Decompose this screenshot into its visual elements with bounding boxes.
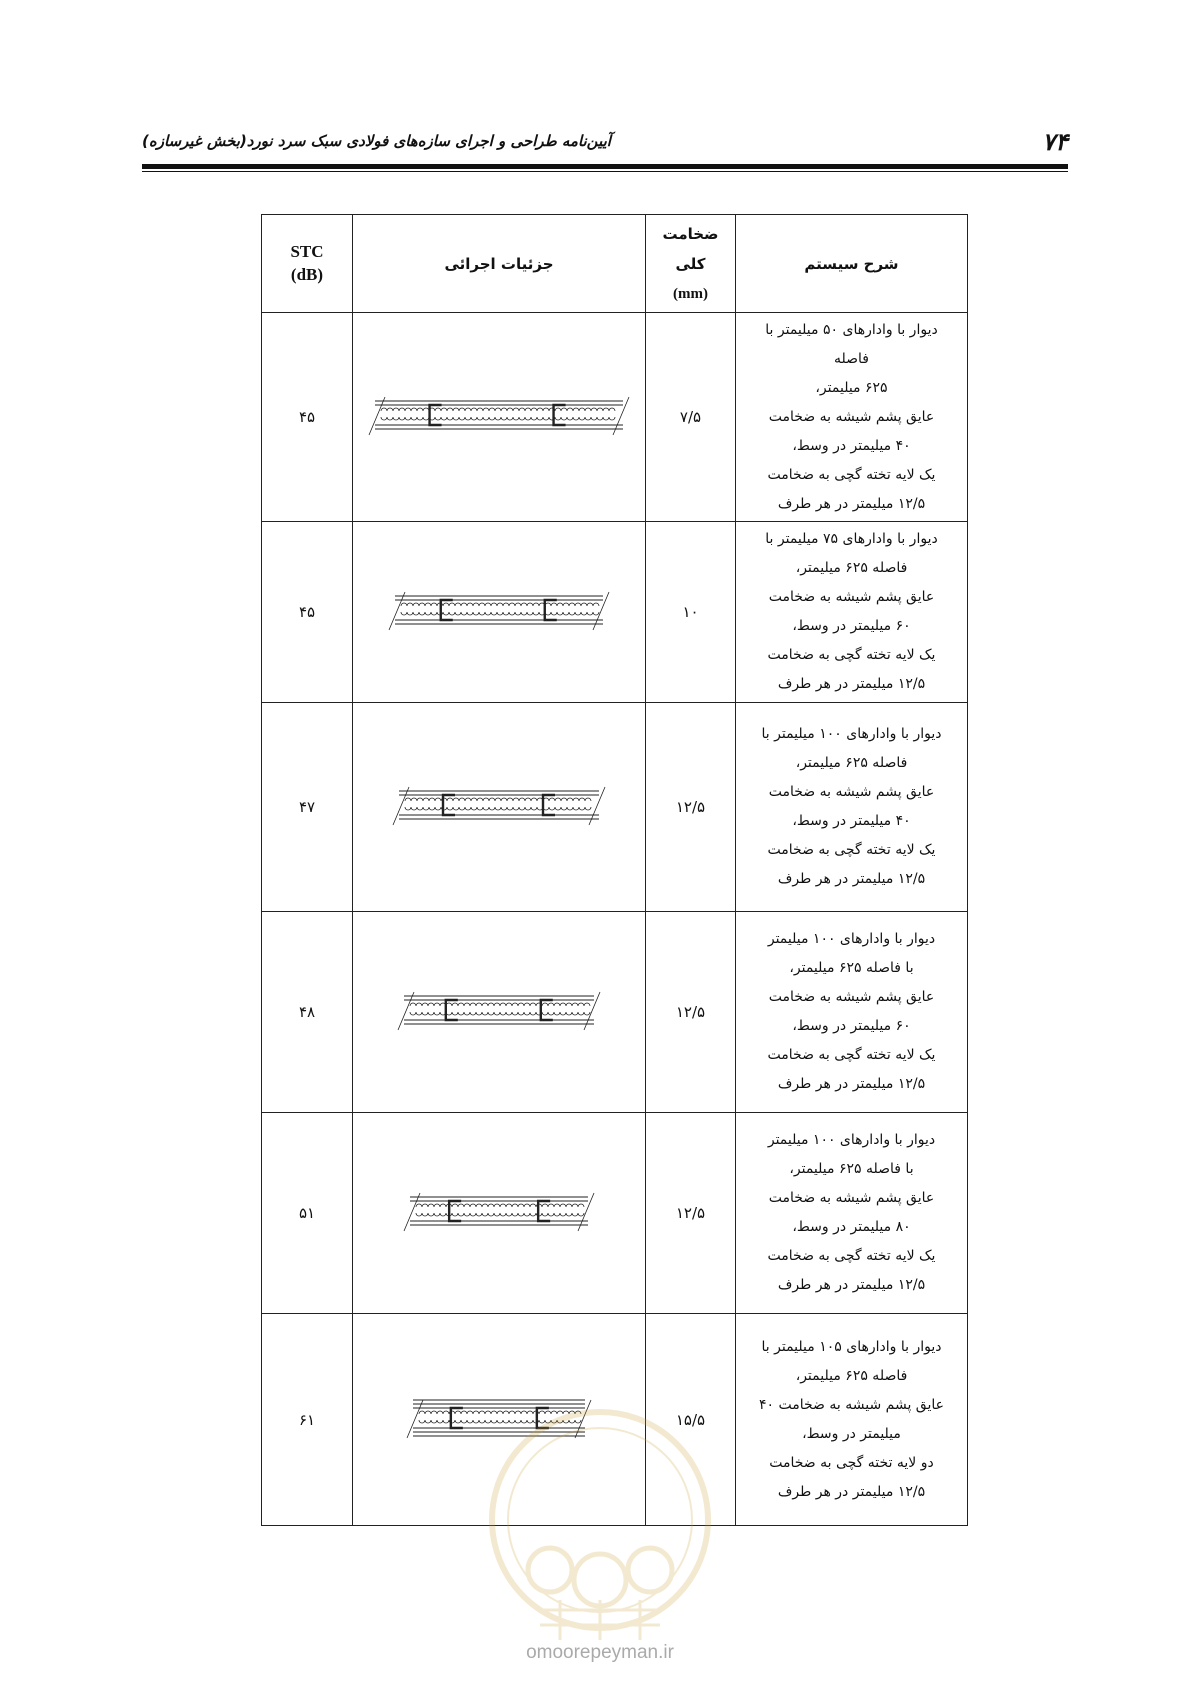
wall-section-drawing (400, 1183, 598, 1243)
description-line: فاصله ۶۲۵ میلیمتر، (795, 560, 908, 576)
description-line: فاصله ۶۲۵ میلیمتر، (795, 755, 908, 771)
watermark-site: omoorepeyman.ir (526, 1642, 674, 1663)
header-stc (262, 215, 353, 313)
description-line: دیوار با وادارهای ۱۰۰ میلیمتر (767, 1132, 936, 1148)
header-thickness-line: کلی (675, 254, 706, 273)
description-line: یک لایه تخته گچی به ضخامت (767, 647, 936, 663)
system-description (736, 522, 968, 703)
total-thickness: ۱۰ (646, 522, 736, 703)
system-description (736, 1113, 968, 1314)
total-thickness: ۱۲/۵ (646, 1113, 736, 1314)
description-line: دیوار با وادارهای ۷۵ میلیمتر با (765, 531, 938, 547)
table-row (262, 313, 968, 522)
page-header (142, 128, 1068, 154)
header-thickness-unit: (mm) (673, 285, 708, 302)
description-line: ۶۲۵ میلیمتر، (815, 379, 888, 396)
description-line: عایق پشم شیشه به ضخامت (768, 784, 935, 800)
stc-value: ۴۸ (262, 912, 353, 1113)
description-line: ۱۲/۵ میلیمتر در هر طرف (777, 1483, 926, 1500)
wall-systems-table (261, 214, 968, 1526)
stc-value: ۴۵ (262, 313, 353, 522)
table-row (262, 912, 968, 1113)
execution-detail (353, 1113, 646, 1314)
description-line: فاصله (834, 350, 869, 367)
description-line: عایق پشم شیشه به ضخامت (768, 589, 935, 605)
system-description (736, 1314, 968, 1526)
header-thickness (646, 215, 736, 313)
wall-section-drawing (365, 387, 633, 447)
execution-detail (353, 522, 646, 703)
description-line: ۱۲/۵ میلیمتر در هر طرف (777, 871, 926, 887)
description-line: ۱۲/۵ میلیمتر در هر طرف (777, 1277, 926, 1293)
total-thickness: ۱۲/۵ (646, 912, 736, 1113)
header-description: شرح سیستم (736, 215, 968, 313)
stc-value: ۴۷ (262, 703, 353, 912)
stc-value: ۵۱ (262, 1113, 353, 1314)
description-line: یک لایه تخته گچی به ضخامت (767, 842, 936, 858)
description-line: ۱۲/۵ میلیمتر در هر طرف (777, 495, 926, 512)
total-thickness: ۱۲/۵ (646, 703, 736, 912)
description-line: یک لایه تخته گچی به ضخامت (767, 466, 936, 483)
execution-detail (353, 912, 646, 1113)
system-description (736, 313, 968, 522)
description-line: یک لایه تخته گچی به ضخامت (767, 1047, 936, 1063)
description-line: ۱۲/۵ میلیمتر در هر طرف (777, 676, 926, 692)
description-line: ۶۰ میلیمتر در وسط، (792, 618, 911, 634)
description-line: با فاصله ۶۲۵ میلیمتر، (789, 1161, 914, 1177)
page-number: ۷۴ (1042, 126, 1068, 156)
description-line: عایق پشم شیشه به ضخامت ۴۰ (759, 1396, 944, 1413)
table-row (262, 1113, 968, 1314)
description-line: عایق پشم شیشه به ضخامت (768, 989, 935, 1005)
wall-section-drawing (389, 777, 609, 837)
header-thickness-line: ضخامت (662, 224, 719, 243)
description-line: دیوار با وادارهای ۱۰۰ میلیمتر با (761, 726, 942, 742)
wall-section-drawing (394, 982, 604, 1042)
description-line: ۴۰ میلیمتر در وسط، (792, 437, 911, 454)
description-line: ۴۰ میلیمتر در وسط، (792, 813, 911, 829)
header-details: جزئیات اجرائی (353, 215, 646, 313)
description-line: عایق پشم شیشه به ضخامت (768, 1190, 935, 1206)
running-title: آیین‌نامه طراحی و اجرای سازه‌های فولادی سبک سرد نورد(بخش غیرسازه) (142, 132, 611, 150)
description-line: میلیمتر در وسط، (802, 1425, 901, 1442)
table-row (262, 703, 968, 912)
description-line: ۶۰ میلیمتر در وسط، (792, 1018, 911, 1034)
execution-detail (353, 703, 646, 912)
stc-value: ۴۵ (262, 522, 353, 703)
execution-detail (353, 313, 646, 522)
description-line: دیوار با وادارهای ۱۰۰ میلیمتر (767, 931, 936, 947)
description-line: ۱۲/۵ میلیمتر در هر طرف (777, 1076, 926, 1092)
table-row (262, 522, 968, 703)
description-line: فاصله ۶۲۵ میلیمتر، (795, 1367, 908, 1384)
total-thickness: ۱۵/۵ (646, 1314, 736, 1526)
description-line: دیوار با وادارهای ۱۰۵ میلیمتر با (761, 1338, 942, 1355)
description-line: یک لایه تخته گچی به ضخامت (767, 1248, 936, 1264)
description-line: عایق پشم شیشه به ضخامت (768, 408, 935, 425)
system-description (736, 703, 968, 912)
watermark-logo (480, 1400, 720, 1650)
header-stc-unit: (dB) (290, 264, 324, 284)
description-line: ۸۰ میلیمتر در وسط، (792, 1219, 911, 1235)
description-line: با فاصله ۶۲۵ میلیمتر، (789, 960, 914, 976)
description-line: دو لایه تخته گچی به ضخامت (769, 1454, 934, 1471)
table-header-row (262, 215, 968, 313)
header-stc-label: STC (290, 242, 324, 262)
header-rule-thin (142, 171, 1068, 172)
stc-value: ۶۱ (262, 1314, 353, 1526)
wall-section-drawing (385, 582, 613, 642)
system-description (736, 912, 968, 1113)
total-thickness: ۷/۵ (646, 313, 736, 522)
description-line: دیوار با وادارهای ۵۰ میلیمتر با (765, 321, 938, 338)
header-rule-thick (142, 164, 1068, 169)
